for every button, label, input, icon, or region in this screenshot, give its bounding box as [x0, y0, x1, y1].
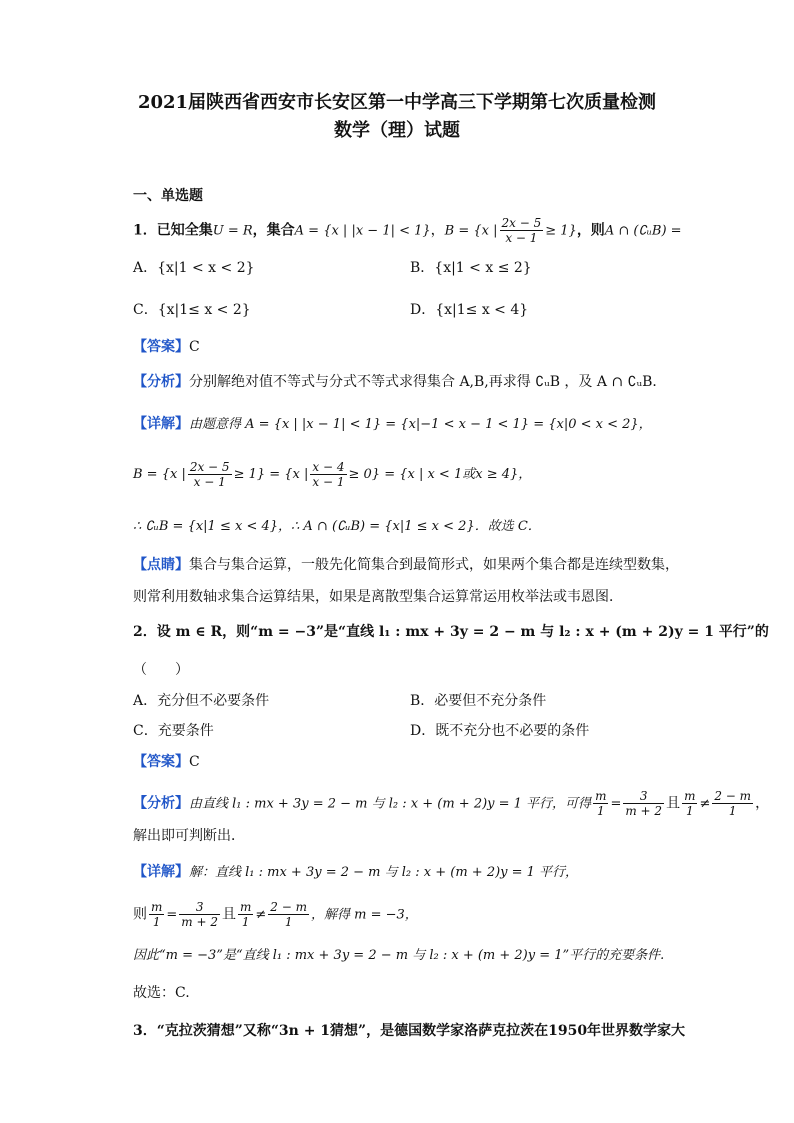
q1-frac-den: x − 1: [505, 231, 538, 245]
q2-detail-1-text: 解：直线 l₁ : mx + 3y = 2 − m 与 l₂ : x + (m + 2)y = 1 平行，: [189, 865, 579, 880]
q1-answer-tag: 【答案】: [133, 339, 189, 355]
q1-option-d: D．{x|1≤ x < 4}: [410, 302, 529, 318]
q2-d-den4: 1: [284, 915, 293, 929]
q2-option-d: D．既不充分也不必要的条件: [410, 723, 590, 739]
q2-option-b: B．必要但不充分条件: [410, 693, 547, 709]
q2-d-num4: 2 − m: [270, 900, 307, 914]
q1-number: 1．已知全集: [133, 222, 213, 239]
q1-set-a-label: ，集合: [252, 222, 295, 239]
q2-a-den2: m + 2: [625, 804, 663, 818]
q2-a-num4: 2 − m: [714, 789, 752, 803]
q1-detail-tag: 【详解】: [133, 416, 189, 432]
q1-detail-2-frac1: [188, 460, 232, 489]
q2-a-num1: m: [595, 789, 607, 803]
q1-frac-num: 2x − 5: [501, 216, 542, 230]
q1-detail-2-num2: x − 4: [312, 460, 345, 474]
q2-d-den3: 1: [241, 915, 250, 929]
q1-analysis-text: 分别解绝对值不等式与分式不等式求得集合 A,B,再求得 ∁ᵤB ，及 A ∩ ∁ᵤB．: [189, 374, 667, 390]
q2-stem: 2．设 m ∈ R，则“m = −3”是“直线 l₁ : mx + 3y = 2 − m 与 l₂ : x + (m + 2)y = 1 平行”的: [133, 624, 769, 640]
q2-a-neq: ≠: [699, 796, 711, 812]
q1-detail-2-post: ≥ 0} = {x | x < 1或x ≥ 4}，: [348, 467, 532, 482]
q1-set-b-pre: B = {x |: [444, 223, 498, 239]
q2-detail-frac3: [238, 900, 253, 929]
q2-d-den2: m + 2: [181, 915, 218, 929]
q2-a-den3: 1: [685, 804, 694, 818]
section-heading: 一、单选题: [133, 188, 203, 204]
q2-analysis: [133, 789, 769, 818]
q2-paren: （ ）: [133, 662, 189, 678]
q2-answer-value: C: [189, 754, 200, 770]
q2-a-eq: =: [610, 796, 622, 812]
q1-detail-2-mid: ≥ 1} = {x |: [233, 467, 309, 482]
q2-detail-frac1: [149, 900, 164, 929]
q2-analysis-frac4: [712, 789, 753, 818]
q1-set-b-fraction: [500, 216, 544, 245]
q1-comment-2: 则常利用数轴求集合运算结果，如果是离散型集合运算常运用枚举法或韦恩图．: [133, 589, 623, 605]
q2-d-pre: 则: [133, 906, 147, 923]
document-title-line2: 数学（理）试题: [334, 120, 460, 141]
q1-set-a: A = {x | |x − 1| < 1}: [294, 223, 431, 239]
q2-d-den1: 1: [152, 915, 161, 929]
q1-comment-tag: 【点睛】: [133, 557, 189, 573]
q1-detail-2: [133, 460, 531, 489]
q2-detail-tag: 【详解】: [133, 864, 189, 880]
q2-a-num3: m: [684, 789, 696, 803]
q2-option-c: C．充要条件: [133, 723, 214, 739]
q1-option-a: A．{x|1 < x < 2}: [133, 260, 255, 276]
q1-detail-1-text: 由题意得 A = {x | |x − 1| < 1} = {x|−1 < x − 1 < 1} = {x|0 < x < 2}，: [189, 417, 652, 432]
q2-answer-tag: 【答案】: [133, 754, 189, 770]
q2-a-and: 且: [666, 795, 681, 812]
q2-d-neq: ≠: [255, 907, 267, 923]
q2-answer: [133, 752, 200, 772]
q1-detail-2-den1: x − 1: [193, 475, 226, 489]
q2-d-eq: =: [166, 907, 178, 923]
q2-a-den4: 1: [728, 804, 737, 818]
q1-detail-2-num1: 2x − 5: [189, 460, 230, 474]
q2-detail-frac4: [268, 900, 309, 929]
q2-analysis-frac1: [593, 789, 608, 818]
q1-detail-3: ∴ ∁ᵤB = {x|1 ≤ x < 4}，∴ A ∩ (∁ᵤB) = {x|1 ≤ x < 2}．故选 C．: [133, 519, 541, 534]
q2-detail-2: [133, 900, 418, 929]
q3-stem: 3．“克拉茨猜想”又称“3n + 1猜想”，是德国数学家洛萨克拉茨在1950年世界数学家大: [133, 1023, 686, 1039]
q1-comment-1-text: 集合与集合运算，一般先化简集合到最简形式，如果两个集合都是连续型数集，: [189, 557, 679, 573]
q2-d-num1: m: [151, 900, 163, 914]
q1-universal-set: U = R: [212, 223, 253, 239]
q2-a-num2: 3: [623, 789, 664, 804]
q2-d-post: ，解得 m = −3，: [311, 907, 418, 923]
q2-a-den1: 1: [596, 804, 605, 818]
q2-option-a: A．充分但不必要条件: [133, 693, 270, 709]
q2-analysis-2: 解出即可判断出．: [133, 828, 245, 844]
q2-detail-4: 故选：C.: [133, 985, 190, 1001]
document-title-line1: 2021届陕西省西安市长安区第一中学高三下学期第七次质量检测: [137, 92, 657, 113]
q1-answer-value: C: [189, 339, 200, 355]
q1-detail-1: [133, 414, 652, 435]
q2-d-num3: m: [240, 900, 252, 914]
q1-answer: [133, 337, 200, 357]
q1-ask: A ∩ (∁ᵤB) =: [604, 223, 682, 239]
q2-d-num2: 3: [179, 900, 220, 915]
q1-analysis: [133, 372, 666, 392]
q2-detail-frac2: [179, 900, 220, 929]
q1-stem: [133, 216, 682, 245]
q2-detail-1: [133, 862, 578, 883]
q1-analysis-tag: 【分析】: [133, 374, 189, 390]
q2-a-end: ，: [755, 795, 770, 812]
q2-analysis-frac2: [623, 789, 664, 818]
q1-set-b-post: ≥ 1}: [545, 223, 577, 239]
q1-ask-prefix: ，则: [576, 222, 605, 239]
q1-option-c: C．{x|1≤ x < 2}: [133, 302, 251, 318]
q2-detail-3: 因此“m = −3”是“直线 l₁ : mx + 3y = 2 − m 与 l₂ : x + (m + 2)y = 1”平行的充要条件.: [133, 948, 665, 963]
q1-separator: ，: [430, 222, 445, 239]
q1-detail-2-pre: B = {x |: [133, 467, 186, 482]
q1-option-b: B．{x|1 < x ≤ 2}: [410, 260, 532, 276]
q2-d-and: 且: [222, 906, 236, 923]
q1-detail-2-den2: x − 1: [312, 475, 345, 489]
q2-analysis-text: 由直线 l₁ : mx + 3y = 2 − m 与 l₂ : x + (m + 2)y = 1 平行，可得: [189, 796, 592, 812]
q2-analysis-frac3: [682, 789, 697, 818]
q1-comment-1: [133, 555, 679, 575]
q2-analysis-tag: 【分析】: [133, 795, 189, 812]
q1-detail-2-frac2: [310, 460, 346, 489]
